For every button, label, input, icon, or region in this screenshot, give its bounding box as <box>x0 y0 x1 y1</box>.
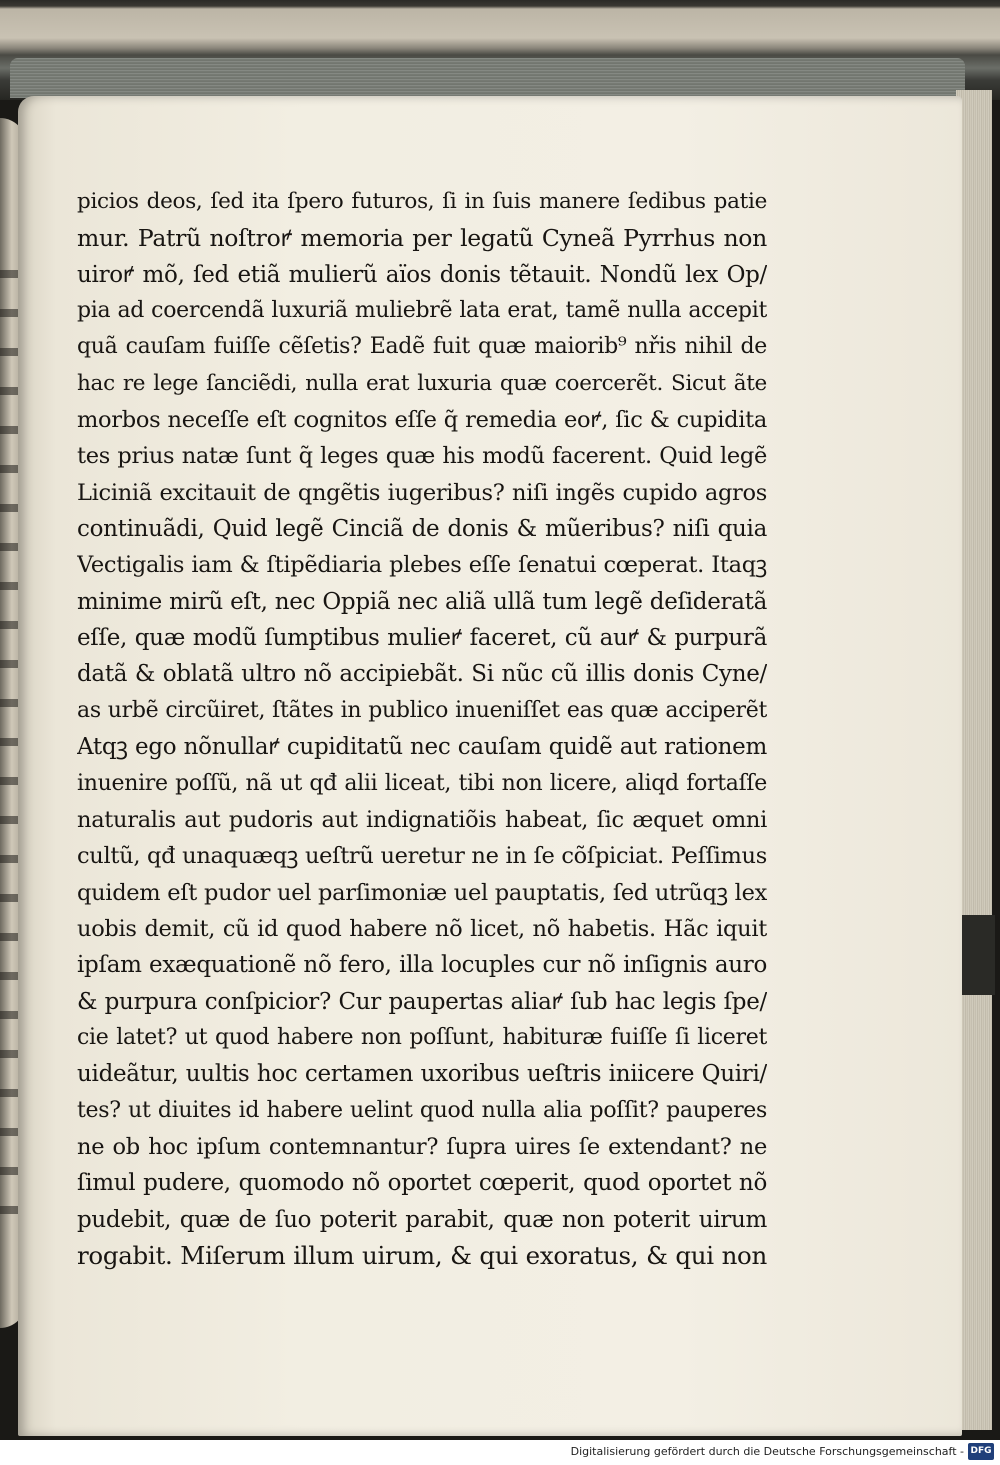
text-line: cie latet? ut quod habere non poſſunt, habituræ fuiſſe ſi liceret <box>77 1024 767 1050</box>
funding-credit: Digitalisierung gefördert durch die Deutsche Forschungsgemeinschaft - <box>570 1445 964 1458</box>
text-line: ipſam exæquationẽ nõ fero, illa locuples cur nõ inſignis auro <box>77 952 767 979</box>
text-line: quidem eſt pudor uel parſimoniæ uel pauptatis, ſed utrũqꝫ lex <box>77 879 767 906</box>
text-line: rogabit. Miſerum illum uirum, & qui exoratus, & qui non <box>77 1240 767 1270</box>
text-line: naturalis aut pudoris aut indignatiõis habeat, ſic æquet omni <box>77 806 767 833</box>
text-line: tes prius natæ ſunt q̃ leges quæ his modũ facerent. Quid legẽ <box>77 443 767 470</box>
text-line: pudebit, quæ de ſuo poterit parabit, quæ non poterit uirum <box>77 1206 767 1233</box>
dfg-logo: DFG <box>968 1443 994 1460</box>
text-line: ſimul pudere, quomodo nõ oportet cœperit, quod oportet nõ <box>77 1170 767 1197</box>
text-line: uiroꝵ mõ, ſed etiã mulierũ aïos donis tẽtauit. Nondũ lex Op/ <box>77 261 767 288</box>
text-line: ne ob hoc ipſum contemnantur? ſupra uires ſe extendant? ne <box>77 1133 767 1160</box>
text-line: uideãtur, uultis hoc certamen uxoribus ueſtris iniicere Quiri/ <box>77 1061 767 1088</box>
text-line: pia ad coercendã luxuriã muliebrẽ lata erat, tamẽ nulla accepit <box>77 298 767 324</box>
text-line: morbos neceſſe eſt cognitos eſſe q̃ remedia eoꝵ, ſic & cupidita <box>77 407 767 434</box>
text-line: as urbẽ circũiret, ſtãtes in publico inueniſſet eas quæ acciperẽt <box>77 697 767 723</box>
body-text <box>77 184 767 1274</box>
text-line: inuenire poſſũ, nã ut qđ alii liceat, tibi non licere, aliqd fortaſſe <box>77 770 767 796</box>
text-line: minime mirũ eſt, nec Oppiã nec aliã ullã tum legẽ deſideratã <box>77 588 767 615</box>
text-line: hac re lege ſanciẽdi, nulla erat luxuria quæ coercerẽt. Sicut ãte <box>77 370 767 396</box>
text-line: tes? ut diuites id habere uelint quod nulla alia poſſit? pauperes <box>77 1097 767 1123</box>
text-line: & purpura conſpicior? Cur paupertas aliaꝵ ſub hac legis ſpe/ <box>77 988 767 1015</box>
text-line: picios deos, ſed ita ſpero futuros, ſi in ſuis manere ſedibus patie <box>77 189 767 214</box>
text-line: datã & oblatã ultro nõ accipiebãt. Si nũc cũ illis donis Cyne/ <box>77 661 767 688</box>
text-line: continuãdi, Quid legẽ Cinciã de donis & mũeribus? niſi quia <box>77 516 767 543</box>
text-line: uobis demit, cũ id quod habere nõ licet, nõ habetis. Hãc iquit <box>77 915 767 942</box>
text-line: cultũ, qđ unaquæqꝫ ueſtrũ ueretur ne in ſe cõſpiciat. Peſſimus <box>77 843 767 870</box>
text-line: mur. Patrũ noſtroꝵ memoria per legatũ Cyneã Pyrrhus non <box>77 224 767 253</box>
text-line: eſſe, quæ modũ ſumptibus mulieꝵ faceret, cũ auꝵ & purpurã <box>77 625 767 652</box>
page-edges <box>10 58 965 98</box>
text-line: quã cauſam fuiſſe cẽſetis? Eadẽ fuit quæ maiorib⁹ nřis nihil de <box>77 334 767 360</box>
text-line: Vectigalis iam & ſtipẽdiaria plebes eſſe ſenatui cœperat. Itaqꝫ <box>77 552 767 579</box>
text-line: Liciniã excitauit de qngẽtis iugeribus? niſi ingẽs cupido agros <box>77 479 767 506</box>
text-line: Atqꝫ ego nõnullaꝵ cupiditatũ nec cauſam quidẽ aut rationem <box>77 734 767 761</box>
footer-bar <box>0 1440 1000 1465</box>
